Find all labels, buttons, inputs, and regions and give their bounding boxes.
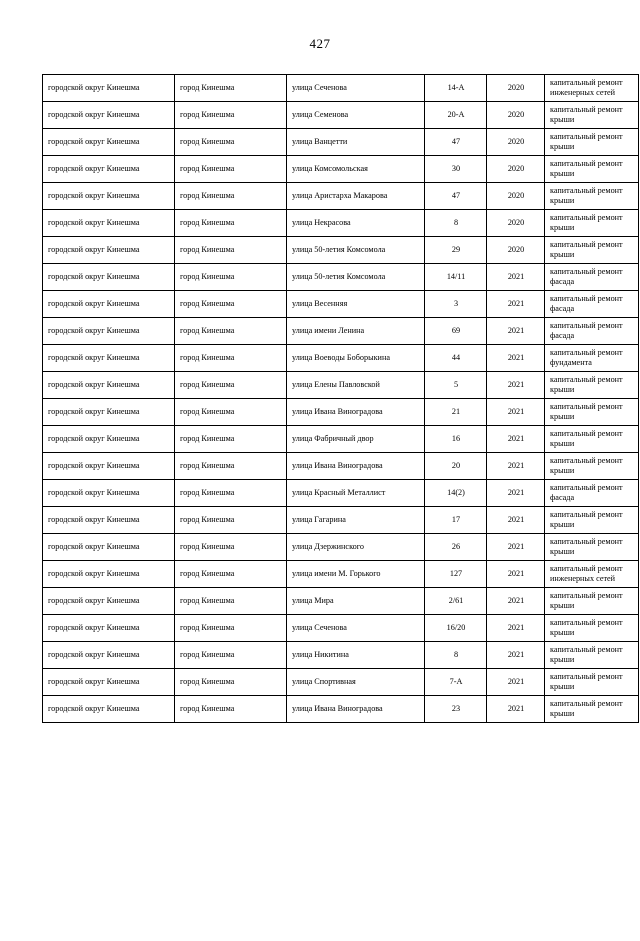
cell-work: капитальный ремонт крыши bbox=[545, 696, 639, 723]
cell-house: 5 bbox=[425, 372, 487, 399]
cell-house: 7-А bbox=[425, 669, 487, 696]
cell-year: 2021 bbox=[487, 453, 545, 480]
cell-okrug: городской округ Кинешма bbox=[43, 453, 175, 480]
table-row bbox=[43, 561, 639, 588]
cell-street: улица 50-летия Комсомола bbox=[287, 264, 425, 291]
table-row bbox=[43, 372, 639, 399]
cell-street: улица Семенова bbox=[287, 102, 425, 129]
cell-okrug: городской округ Кинешма bbox=[43, 642, 175, 669]
cell-street: улица Гагарина bbox=[287, 507, 425, 534]
table-row bbox=[43, 102, 639, 129]
cell-work: капитальный ремонт инженерных сетей bbox=[545, 561, 639, 588]
cell-year: 2021 bbox=[487, 615, 545, 642]
cell-work: капитальный ремонт крыши bbox=[545, 129, 639, 156]
cell-street: улица Сеченова bbox=[287, 75, 425, 102]
table-row bbox=[43, 615, 639, 642]
cell-house: 16/20 bbox=[425, 615, 487, 642]
cell-house: 16 bbox=[425, 426, 487, 453]
cell-okrug: городской округ Кинешма bbox=[43, 615, 175, 642]
table-row bbox=[43, 237, 639, 264]
cell-okrug: городской округ Кинешма bbox=[43, 102, 175, 129]
cell-house: 23 bbox=[425, 696, 487, 723]
cell-city: город Кинешма bbox=[175, 588, 287, 615]
document-page bbox=[0, 36, 640, 941]
table-row bbox=[43, 183, 639, 210]
cell-city: город Кинешма bbox=[175, 102, 287, 129]
cell-street: улица Воеводы Боборыкина bbox=[287, 345, 425, 372]
cell-year: 2021 bbox=[487, 507, 545, 534]
cell-work: капитальный ремонт крыши bbox=[545, 507, 639, 534]
cell-city: город Кинешма bbox=[175, 156, 287, 183]
cell-work: капитальный ремонт крыши bbox=[545, 453, 639, 480]
cell-city: город Кинешма bbox=[175, 291, 287, 318]
cell-year: 2020 bbox=[487, 210, 545, 237]
cell-house: 17 bbox=[425, 507, 487, 534]
table-row bbox=[43, 129, 639, 156]
cell-okrug: городской округ Кинешма bbox=[43, 237, 175, 264]
cell-street: улица 50-летия Комсомола bbox=[287, 237, 425, 264]
table-row bbox=[43, 480, 639, 507]
cell-okrug: городской округ Кинешма bbox=[43, 696, 175, 723]
cell-year: 2021 bbox=[487, 264, 545, 291]
cell-year: 2021 bbox=[487, 588, 545, 615]
cell-year: 2021 bbox=[487, 669, 545, 696]
cell-okrug: городской округ Кинешма bbox=[43, 480, 175, 507]
cell-city: город Кинешма bbox=[175, 372, 287, 399]
cell-street: улица Елены Павловской bbox=[287, 372, 425, 399]
cell-house: 29 bbox=[425, 237, 487, 264]
cell-okrug: городской округ Кинешма bbox=[43, 507, 175, 534]
cell-year: 2020 bbox=[487, 183, 545, 210]
cell-street: улица Мира bbox=[287, 588, 425, 615]
cell-year: 2020 bbox=[487, 156, 545, 183]
cell-year: 2020 bbox=[487, 129, 545, 156]
cell-street: улица Фабричный двор bbox=[287, 426, 425, 453]
table-row bbox=[43, 264, 639, 291]
cell-work: капитальный ремонт крыши bbox=[545, 372, 639, 399]
capital-repair-table bbox=[42, 74, 639, 723]
table-row bbox=[43, 669, 639, 696]
cell-house: 47 bbox=[425, 183, 487, 210]
cell-okrug: городской округ Кинешма bbox=[43, 183, 175, 210]
cell-year: 2021 bbox=[487, 345, 545, 372]
cell-city: город Кинешма bbox=[175, 669, 287, 696]
cell-year: 2021 bbox=[487, 696, 545, 723]
cell-year: 2021 bbox=[487, 426, 545, 453]
cell-year: 2020 bbox=[487, 237, 545, 264]
cell-street: улица Дзержинского bbox=[287, 534, 425, 561]
cell-year: 2021 bbox=[487, 480, 545, 507]
cell-house: 14(2) bbox=[425, 480, 487, 507]
table-row bbox=[43, 642, 639, 669]
table-container bbox=[0, 74, 640, 723]
table-row bbox=[43, 210, 639, 237]
cell-street: улица Никитина bbox=[287, 642, 425, 669]
cell-okrug: городской округ Кинешма bbox=[43, 75, 175, 102]
cell-work: капитальный ремонт крыши bbox=[545, 426, 639, 453]
cell-work: капитальный ремонт крыши bbox=[545, 183, 639, 210]
cell-year: 2021 bbox=[487, 561, 545, 588]
cell-street: улица Спортивная bbox=[287, 669, 425, 696]
cell-work: капитальный ремонт крыши bbox=[545, 156, 639, 183]
cell-year: 2021 bbox=[487, 372, 545, 399]
cell-city: город Кинешма bbox=[175, 615, 287, 642]
cell-street: улица Весенняя bbox=[287, 291, 425, 318]
table-row bbox=[43, 156, 639, 183]
cell-street: улица Ивана Виноградова bbox=[287, 696, 425, 723]
cell-work: капитальный ремонт крыши bbox=[545, 534, 639, 561]
cell-work: капитальный ремонт крыши bbox=[545, 669, 639, 696]
cell-house: 127 bbox=[425, 561, 487, 588]
cell-house: 3 bbox=[425, 291, 487, 318]
cell-okrug: городской округ Кинешма bbox=[43, 588, 175, 615]
cell-house: 47 bbox=[425, 129, 487, 156]
cell-city: город Кинешма bbox=[175, 426, 287, 453]
table-row bbox=[43, 426, 639, 453]
cell-okrug: городской округ Кинешма bbox=[43, 534, 175, 561]
cell-house: 2/61 bbox=[425, 588, 487, 615]
cell-city: город Кинешма bbox=[175, 183, 287, 210]
cell-work: капитальный ремонт фасада bbox=[545, 264, 639, 291]
table-row bbox=[43, 75, 639, 102]
cell-house: 8 bbox=[425, 642, 487, 669]
cell-year: 2020 bbox=[487, 102, 545, 129]
cell-city: город Кинешма bbox=[175, 345, 287, 372]
cell-street: улица имени Ленина bbox=[287, 318, 425, 345]
cell-city: город Кинешма bbox=[175, 237, 287, 264]
cell-okrug: городской округ Кинешма bbox=[43, 291, 175, 318]
cell-street: улица Некрасова bbox=[287, 210, 425, 237]
cell-city: город Кинешма bbox=[175, 642, 287, 669]
cell-work: капитальный ремонт крыши bbox=[545, 210, 639, 237]
cell-okrug: городской округ Кинешма bbox=[43, 129, 175, 156]
cell-year: 2021 bbox=[487, 534, 545, 561]
cell-street: улица Ивана Виноградова bbox=[287, 399, 425, 426]
cell-house: 26 bbox=[425, 534, 487, 561]
cell-city: город Кинешма bbox=[175, 399, 287, 426]
table-row bbox=[43, 399, 639, 426]
table-row bbox=[43, 291, 639, 318]
table-body bbox=[43, 75, 639, 723]
cell-year: 2020 bbox=[487, 75, 545, 102]
cell-house: 30 bbox=[425, 156, 487, 183]
cell-house: 14/11 bbox=[425, 264, 487, 291]
cell-work: капитальный ремонт фундамента bbox=[545, 345, 639, 372]
cell-okrug: городской округ Кинешма bbox=[43, 561, 175, 588]
cell-house: 21 bbox=[425, 399, 487, 426]
cell-work: капитальный ремонт фасада bbox=[545, 318, 639, 345]
cell-city: город Кинешма bbox=[175, 561, 287, 588]
cell-work: капитальный ремонт крыши bbox=[545, 615, 639, 642]
cell-work: капитальный ремонт крыши bbox=[545, 642, 639, 669]
table-row bbox=[43, 534, 639, 561]
cell-city: город Кинешма bbox=[175, 534, 287, 561]
cell-city: город Кинешма bbox=[175, 507, 287, 534]
cell-okrug: городской округ Кинешма bbox=[43, 156, 175, 183]
cell-city: город Кинешма bbox=[175, 264, 287, 291]
table-row bbox=[43, 588, 639, 615]
cell-house: 20 bbox=[425, 453, 487, 480]
cell-okrug: городской округ Кинешма bbox=[43, 426, 175, 453]
cell-work: капитальный ремонт крыши bbox=[545, 102, 639, 129]
cell-okrug: городской округ Кинешма bbox=[43, 345, 175, 372]
cell-year: 2021 bbox=[487, 291, 545, 318]
cell-city: город Кинешма bbox=[175, 318, 287, 345]
table-row bbox=[43, 318, 639, 345]
cell-city: город Кинешма bbox=[175, 75, 287, 102]
cell-year: 2021 bbox=[487, 399, 545, 426]
cell-work: капитальный ремонт крыши bbox=[545, 588, 639, 615]
cell-okrug: городской округ Кинешма bbox=[43, 264, 175, 291]
page-number: 427 bbox=[309, 36, 331, 51]
cell-work: капитальный ремонт крыши bbox=[545, 237, 639, 264]
cell-street: улица Аристарха Макарова bbox=[287, 183, 425, 210]
table-row bbox=[43, 507, 639, 534]
cell-okrug: городской округ Кинешма bbox=[43, 210, 175, 237]
cell-work: капитальный ремонт фасада bbox=[545, 291, 639, 318]
cell-street: улица имени М. Горького bbox=[287, 561, 425, 588]
cell-year: 2021 bbox=[487, 318, 545, 345]
cell-city: город Кинешма bbox=[175, 453, 287, 480]
cell-house: 8 bbox=[425, 210, 487, 237]
cell-okrug: городской округ Кинешма bbox=[43, 669, 175, 696]
table-row bbox=[43, 453, 639, 480]
cell-okrug: городской округ Кинешма bbox=[43, 318, 175, 345]
cell-street: улица Ивана Виноградова bbox=[287, 453, 425, 480]
cell-street: улица Сеченова bbox=[287, 615, 425, 642]
cell-street: улица Красный Металлист bbox=[287, 480, 425, 507]
cell-street: улица Комсомольская bbox=[287, 156, 425, 183]
table-row bbox=[43, 696, 639, 723]
cell-house: 20-А bbox=[425, 102, 487, 129]
cell-work: капитальный ремонт крыши bbox=[545, 399, 639, 426]
cell-city: город Кинешма bbox=[175, 210, 287, 237]
table-row bbox=[43, 345, 639, 372]
cell-year: 2021 bbox=[487, 642, 545, 669]
cell-work: капитальный ремонт инженерных сетей bbox=[545, 75, 639, 102]
cell-city: город Кинешма bbox=[175, 696, 287, 723]
cell-work: капитальный ремонт фасада bbox=[545, 480, 639, 507]
cell-city: город Кинешма bbox=[175, 480, 287, 507]
cell-house: 44 bbox=[425, 345, 487, 372]
cell-house: 14-А bbox=[425, 75, 487, 102]
cell-city: город Кинешма bbox=[175, 129, 287, 156]
cell-house: 69 bbox=[425, 318, 487, 345]
cell-okrug: городской округ Кинешма bbox=[43, 372, 175, 399]
cell-street: улица Ванцетти bbox=[287, 129, 425, 156]
cell-okrug: городской округ Кинешма bbox=[43, 399, 175, 426]
